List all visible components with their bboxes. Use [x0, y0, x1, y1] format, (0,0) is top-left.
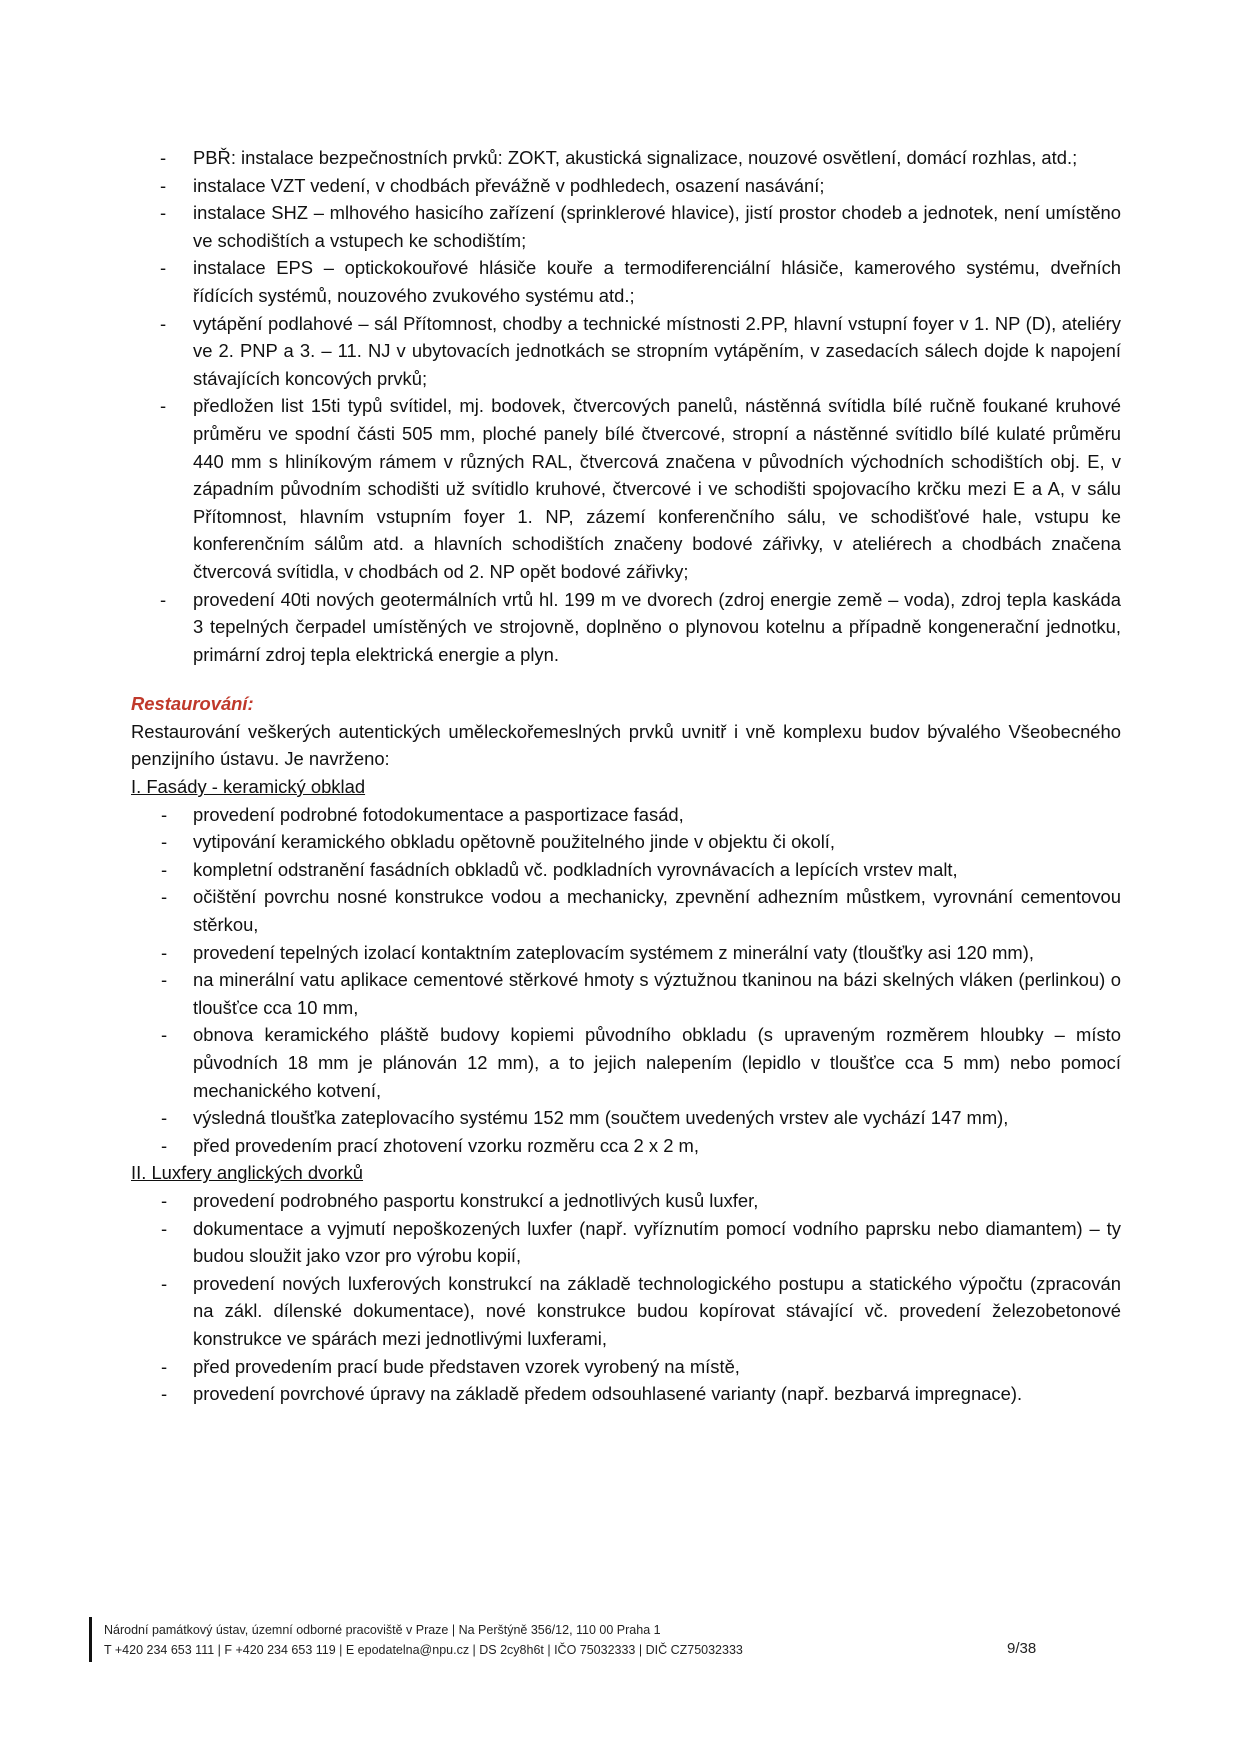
restoration-heading: Restaurování:: [131, 693, 254, 715]
list-item: - očištění povrchu nosné konstrukce vodou a mechanicky, zpevnění adhezním můstkem, vyrovnání cementovou stěrkou,: [131, 883, 1121, 938]
list-item: - instalace VZT vedení, v chodbách převážně v podhledech, osazení nasávání;: [131, 172, 1121, 200]
list-item: - PBŘ: instalace bezpečnostních prvků: ZOKT, akustická signalizace, nouzové osvětlení, domácí rozhlas, atd.;: [131, 144, 1121, 172]
restoration-intro: Restaurování veškerých autentických uměleckořemeslných prvků uvnitř i vně komplexu budov bývalého Všeobecného penzijního ústavu. Je navrženo:: [131, 720, 1121, 770]
facade-section: [131, 773, 1121, 1159]
list-item: - provedení podrobného pasportu konstrukcí a jednotlivých kusů luxfer,: [131, 1187, 1121, 1215]
list-item: - vytipování keramického obkladu opětovně použitelného jinde v objektu či okolí,: [131, 828, 1121, 856]
footer-address: Národní památkový ústav, územní odborné pracoviště v Praze | Na Perštýně 356/12, 110 00 Praha 1: [104, 1623, 661, 1637]
list-item: - výsledná tloušťka zateplovacího systému 152 mm (součtem uvedených vrstev ale vychází 147 mm),: [131, 1104, 1121, 1132]
luxfer-section: [131, 1159, 1121, 1407]
list-item: - vytápění podlahové – sál Přítomnost, chodby a technické místnosti 2.PP, hlavní vstupní foyer v 1. NP (D), ateliéry ve 2. PNP a 3. – 11. NJ v ubytovacích jednotkách se stropním vytápěním, v zasedacích sálech dojde k napojení stávajících koncových prvků;: [131, 310, 1121, 393]
list-item: - obnova keramického pláště budovy kopiemi původního obkladu (s upraveným rozměrem hloubky – místo původních 18 mm je plánován 12 mm), a to jejich nalepením (lepidlo v tloušťce cca 5 mm) nebo pomocí mechanického kotvení,: [131, 1021, 1121, 1104]
page-number: 9/38: [1007, 1640, 1037, 1657]
footer-divider: [89, 1617, 92, 1662]
list-item: - dokumentace a vyjmutí nepoškozených luxfer (např. vyříznutím pomocí vodního paprsku nebo diamantem) – ty budou sloužit jako vzor pro výrobu kopií,: [131, 1215, 1121, 1270]
list-item: - před provedením prací bude představen vzorek vyrobený na místě,: [131, 1353, 1121, 1381]
list-item: - provedení tepelných izolací kontaktním zateplovacím systémem z minerální vaty (tloušťky asi 120 mm),: [131, 939, 1121, 967]
facade-subheading: I. Fasády - keramický obklad: [131, 776, 366, 798]
list-item: - instalace EPS – optickokouřové hlásiče kouře a termodiferenciální hlásiče, kamerového systému, dveřních řídících systémů, nouzového zvukového systému atd.;: [131, 254, 1121, 309]
list-item: - kompletní odstranění fasádních obkladů vč. podkladních vyrovnávacích a lepících vrstev malt,: [131, 856, 1121, 884]
list-item: - provedení povrchové úpravy na základě předem odsouhlasené varianty (např. bezbarvá impregnace).: [131, 1380, 1121, 1408]
document-body: [131, 144, 1121, 1408]
list-item: - předložen list 15ti typů svítidel, mj. bodovek, čtvercových panelů, nástěnná svítidla bílé ručně foukané kruhové průměru ve spodní části 505 mm, ploché panely bílé čtvercové, stropní a nástěnné svítidlo bílé kulaté průměru 440 mm s hliníkovým rámem v různých RAL, čtvercová značena v původních východních schodištích obj. E, v západním původním schodišti už svítidlo kruhové, čtvercové i ve schodišti spojovacího krčku mezi E a A, v sálu Přítomnost, hlavním vstupním foyer 1. NP, zázemí konferenčního sálu, ve schodišťové hale, vstupu ke konferenčním sálům atd. a hlavních schodištích značeny bodové zářivky, v ateliérech a chodbách značena čtvercová svítidla, v chodbách od 2. NP opět bodové zářivky;: [131, 392, 1121, 585]
list-item: - provedení podrobné fotodokumentace a pasportizace fasád,: [131, 801, 1121, 829]
technical-list: [131, 144, 1121, 668]
footer-contacts: T +420 234 653 111 | F +420 234 653 119 | E epodatelna@npu.cz | DS 2cy8h6t | IČO 75032333 | DIČ CZ75032333: [104, 1643, 743, 1657]
list-item: - na minerální vatu aplikace cementové stěrkové hmoty s výztužnou tkaninou na bázi skelných vláken (perlinkou) o tloušťce cca 10 mm,: [131, 966, 1121, 1021]
page-footer: [104, 1620, 1064, 1660]
list-item: - instalace SHZ – mlhového hasicího zařízení (sprinklerové hlavice), jistí prostor chodeb a jednotek, není umístěno ve schodištích a vstupech ke schodištím;: [131, 199, 1121, 254]
facade-list: [131, 801, 1121, 1160]
luxfer-list: [131, 1187, 1121, 1408]
list-item: - provedení nových luxferových konstrukcí na základě technologického postupu a statického výpočtu (zpracován na zákl. dílenské dokumentace), nové konstrukce budou kopírovat stávající vč. provedení železobetonové konstrukce ve spárách mezi jednotlivými luxferami,: [131, 1270, 1121, 1353]
list-item: - provedení 40ti nových geotermálních vrtů hl. 199 m ve dvorech (zdroj energie země – voda), zdroj tepla kaskáda 3 tepelných čerpadel umístěných ve strojovně, doplněno o plynovou kotelnu a případně kongenerační jednotku, primární zdroj tepla elektrická energie a plyn.: [131, 586, 1121, 669]
luxfer-subheading: II. Luxfery anglických dvorků: [131, 1162, 364, 1184]
list-item: - před provedením prací zhotovení vzorku rozměru cca 2 x 2 m,: [131, 1132, 1121, 1160]
